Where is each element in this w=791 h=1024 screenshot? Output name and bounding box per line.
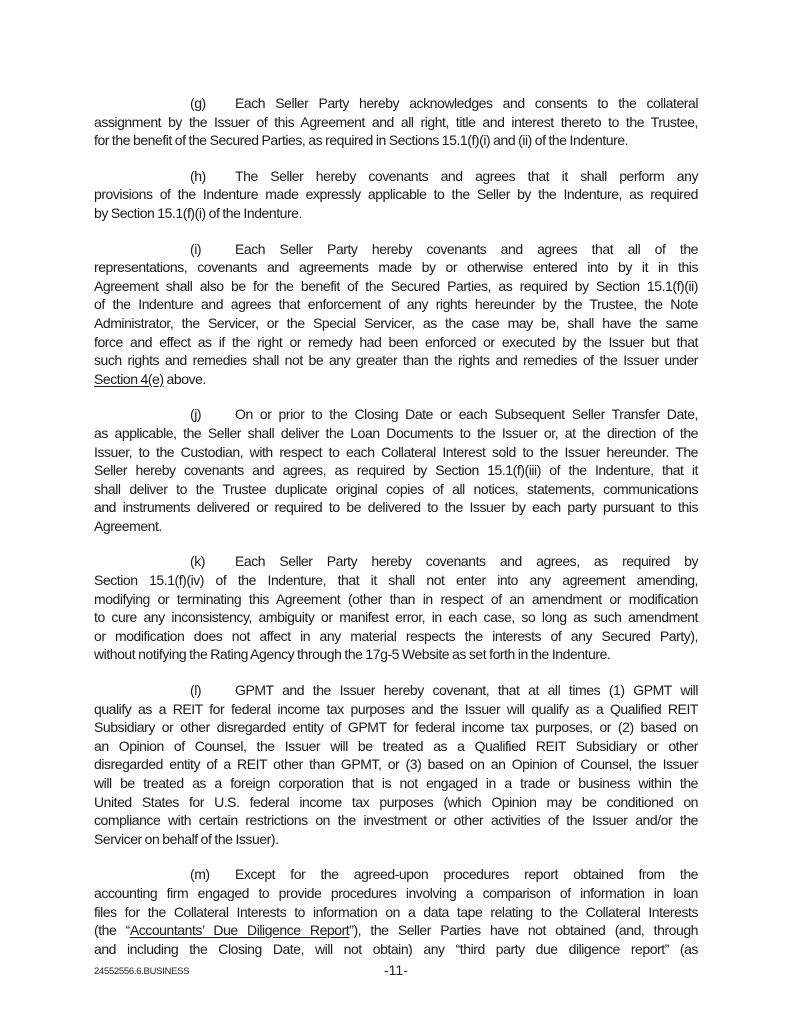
page-number: -11-	[384, 962, 408, 978]
paragraph-line: (h) The Seller hereby covenants and agrees that it shall perform any	[190, 167, 698, 184]
paragraph-line: an Opinion of Counsel, the Issuer will be treated as a Qualified REIT Subsidiary or other	[94, 737, 698, 754]
paragraph-line: force and effect as if the right or remedy had been enforced or executed by the Issuer but that	[94, 333, 698, 350]
paragraph-line: or modification does not affect in any material respects the interests of any Secured Party),	[94, 627, 698, 644]
paragraph-line: and including the Closing Date, will not obtain) any “third party due diligence report” (as	[94, 940, 698, 957]
paragraph-line: for the benefit of the Secured Parties, as required in Sections 15.1(f)(i) and (ii) of the Indenture.	[94, 132, 629, 149]
paragraph-label: (m)	[190, 866, 210, 883]
paragraph-line: assignment by the Issuer of this Agreement and all right, title and interest thereto to the Trustee,	[94, 113, 698, 130]
paragraph-line: Administrator, the Servicer, or the Special Servicer, as the case may be, shall have the same	[94, 314, 698, 331]
paragraph-line: shall deliver to the Trustee duplicate original copies of all notices, statements, communications	[94, 480, 698, 497]
paragraph-line: to cure any inconsistency, ambiguity or manifest error, in each case, so long as such amendment	[94, 609, 698, 626]
paragraph-line: Subsidiary or other disregarded entity of GPMT for federal income tax purposes, or (2) based on	[94, 719, 698, 736]
paragraph-line: Agreement.	[94, 517, 162, 534]
paragraph-label: (j)	[190, 406, 202, 423]
paragraph-line: disregarded entity of a REIT other than GPMT, or (3) based on an Opinion of Counsel, the Issuer	[94, 756, 698, 773]
paragraph-line: (g) Each Seller Party hereby acknowledges and consents to the collateral	[190, 95, 698, 111]
paragraph-i	[94, 240, 698, 389]
paragraph-line: qualify as a REIT for federal income tax purposes and the Issuer will qualify as a Qualified REIT	[94, 700, 698, 717]
paragraph-label: (k)	[190, 553, 205, 570]
paragraph-line: Seller hereby covenants and agrees, as required by Section 15.1(f)(iii) of the Indenture, that it	[94, 462, 698, 479]
paragraph-line: Servicer on behalf of the Issuer).	[94, 830, 279, 847]
paragraph-line: provisions of the Indenture made expressly applicable to the Seller by the Indenture, as required	[94, 186, 698, 203]
paragraph-line: Section 15.1(f)(iv) of the Indenture, that it shall not enter into any agreement amending,	[94, 572, 698, 589]
paragraph-h	[94, 167, 698, 223]
paragraph-k	[94, 552, 698, 664]
document-id: 24552556.6.BUSINESS	[94, 966, 190, 977]
section-reference-link: Section 4(e)	[94, 370, 164, 387]
paragraph-line: will be treated as a foreign corporation that is not engaged in a trade or business within the	[94, 775, 698, 791]
paragraph-line: Agreement shall also be for the benefit of the Secured Parties, as required by Section 15.1(f)(ii)	[94, 277, 698, 294]
paragraph-line: (j) On or prior to the Closing Date or each Subsequent Seller Transfer Date,	[190, 406, 698, 423]
paragraph-label: (h)	[190, 167, 206, 184]
paragraph-line: (m) Except for the agreed-upon procedures report obtained from the	[190, 866, 698, 883]
paragraph-line: (the “Accountants’ Due Diligence Report”), the Seller Parties have not obtained (and, through	[94, 922, 699, 939]
paragraph-line: United States for U.S. federal income tax purposes (which Opinion may be conditioned on	[94, 793, 698, 810]
paragraph-line: (k) Each Seller Party hereby covenants and agrees, as required by	[190, 553, 698, 570]
paragraph-line: by Section 15.1(f)(i) of the Indenture.	[94, 204, 302, 221]
paragraph-line: Issuer, to the Custodian, with respect to each Collateral Interest sold to the Issuer hereunder. The	[94, 443, 698, 460]
paragraph-line: of the Indenture and agrees that enforcement of any rights hereunder by the Trustee, the Note	[94, 296, 698, 313]
paragraph-j	[94, 405, 698, 535]
paragraph-line: (i) Each Seller Party hereby covenants and agrees that all of the	[190, 240, 698, 257]
paragraph-label: (g)	[190, 95, 206, 111]
document-page	[94, 94, 698, 975]
paragraph-g	[94, 94, 698, 150]
paragraph-m	[94, 865, 698, 958]
page-footer	[94, 962, 698, 982]
paragraph-l	[94, 681, 698, 848]
paragraph-line: compliance with certain restrictions on the investment or other activities of the Issuer and/or the	[94, 812, 698, 829]
defined-term-accountants-due-diligence-report: Accountants’ Due Diligence Report	[129, 922, 350, 939]
paragraph-label: (l)	[190, 682, 202, 699]
paragraph-label: (i)	[190, 240, 202, 257]
paragraph-line: such rights and remedies shall not be any greater than the rights and remedies of the Issuer under	[94, 352, 698, 369]
paragraph-line: (l) GPMT and the Issuer hereby covenant, that at all times (1) GPMT will	[190, 682, 698, 699]
paragraph-line: modifying or terminating this Agreement (other than in respect of an amendment or modification	[94, 590, 698, 607]
paragraph-line: representations, covenants and agreements made by or otherwise entered into by it in this	[94, 259, 698, 276]
paragraph-line: and instruments delivered or required to be delivered to the Issuer by each party pursuant to this	[94, 499, 698, 516]
paragraph-line: without notifying the Rating Agency through the 17g-5 Website as set forth in the Indenture.	[94, 646, 611, 663]
paragraph-line: files for the Collateral Interests to information on a data tape relating to the Collateral Interests	[94, 903, 698, 920]
paragraph-line: Section 4(e) above.	[94, 370, 206, 387]
paragraph-line: accounting firm engaged to provide procedures involving a comparison of information in loan	[94, 884, 698, 901]
paragraph-line: as applicable, the Seller shall deliver the Loan Documents to the Issuer or, at the direction of the	[94, 424, 698, 441]
